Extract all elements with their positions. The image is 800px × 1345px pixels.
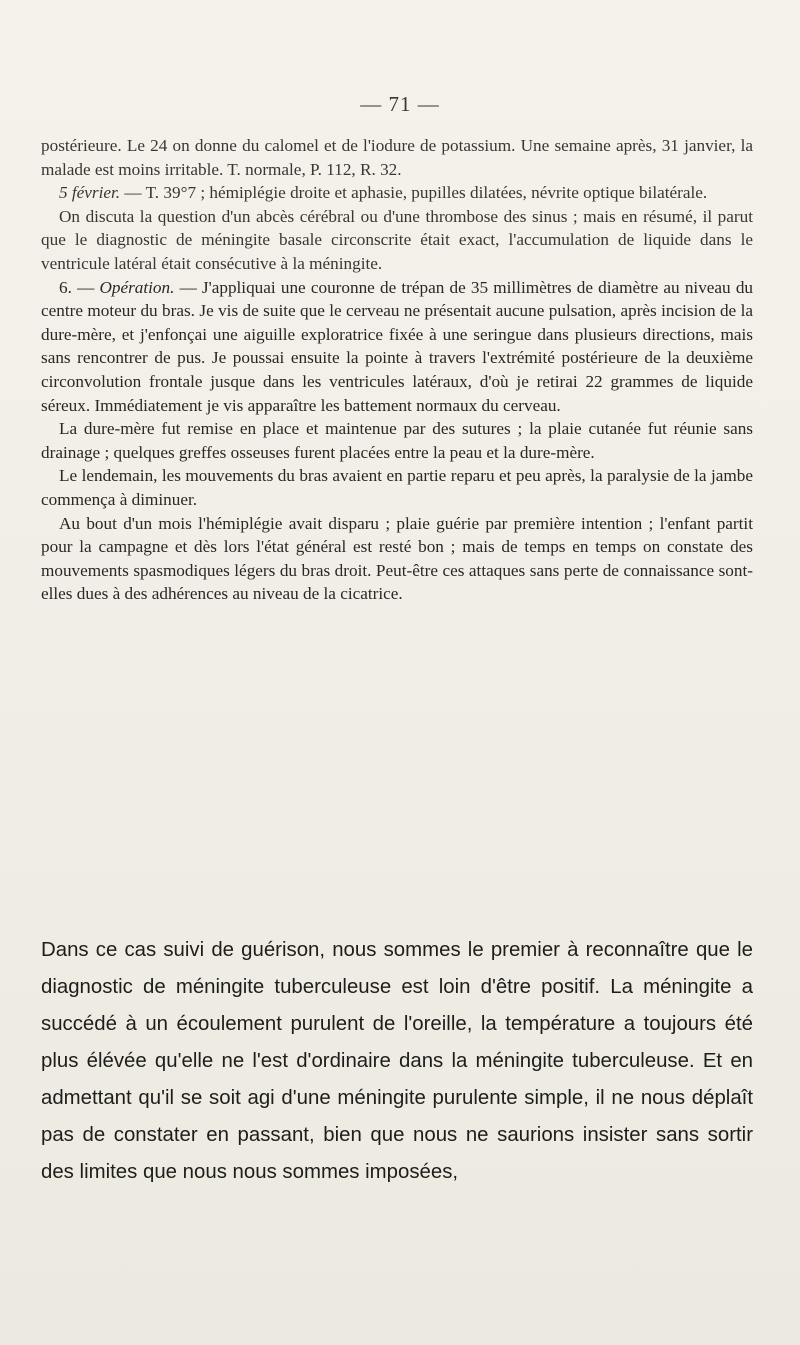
paragraph-conclusion: Dans ce cas suivi de guérison, nous sommes le premier à reconnaître que le diagnostic de méningite tuberculeuse est loin d'être positif. La méningite a succédé à un écoulement purulent de l'oreille, la température a toujours été plus élévée qu'elle ne l'est d'ordinaire dans la méningite tuberculeuse. Et en admettant qu'il se soit agi d'une méningite purulente simple, il ne nous déplaît pas de constater en passant, bien que nous ne saurions insister sans sortir des limites que nous nous sommes imposées, [41,939,753,1183]
paragraph-text: — T. 39°7 ; hémiplégie droite et aphasie, pupilles dilatées, névrite optique bilatérale. [120,183,708,203]
paragraph-text: — J'appliquai une couronne de trépan de 35 millimètres de diamètre au niveau du centre moteur du bras. Je vis de suite que le cerveau ne présentait aucune pulsation, après incision de la dure-mère, et j'enfonçai une aiguille exploratrice fixée à une seringue dans plusieurs directions, mais sans rencontrer de pus. Je poussai ensuite la pointe à travers l'extrémité postérieure de la deuxième circonvolution frontale jusque dans les ventricules latéraux, d'où je retirai 22 grammes de liquide séreux. Immédiatement je vis apparaître les battement normaux du cerveau. [41,277,754,415]
paragraph-sutures: La dure-mère fut remise en place et maintenue par des sutures ; la plaie cutanée fut réunie sans drainage ; quelques greffes osseuses furent placées entre la peau et la dure-mère. [41,419,753,462]
case-report-body [41,134,753,606]
page-number: — 71 — [360,92,440,116]
paragraph-continuation: postérieure. Le 24 on donne du calomel et de l'iodure de potassium. Une semaine après, 31 janvier, la malade est moins irritable. T. normale, P. 112, R. 32. [41,136,753,179]
paragraph-next-day: Le lendemain, les mouvements du bras avaient en partie reparu et peu après, la paralysie de la jambe commença à diminuer. [41,466,753,509]
section-title: Opération. [99,277,175,297]
paragraph-february-5 [41,181,753,205]
section-number: 6. — [59,277,100,297]
paragraph-one-month: Au bout d'un mois l'hémiplégie avait disparu ; plaie guérie par première intention ; l'enfant partit pour la campagne et dès lors l'état général est resté bon ; mais de temps en temps on constate des mouvements spasmodiques légers du bras droit. Peut-être ces attaques sans perte de connaissance sont-elles dues à des adhérences au niveau de la cicatrice. [41,513,753,604]
paragraph-discussion: On discuta la question d'un abcès cérébral ou d'une thrombose des sinus ; mais en résumé, il parut que le diagnostic de méningite basale circonscrite était exact, l'accumulation de liquide dans le ventricule latéral était consécutive à la méningite. [41,206,753,273]
conclusion-body [41,932,753,1191]
date-label: 5 février. [59,183,121,203]
paragraph-operation [41,276,753,418]
